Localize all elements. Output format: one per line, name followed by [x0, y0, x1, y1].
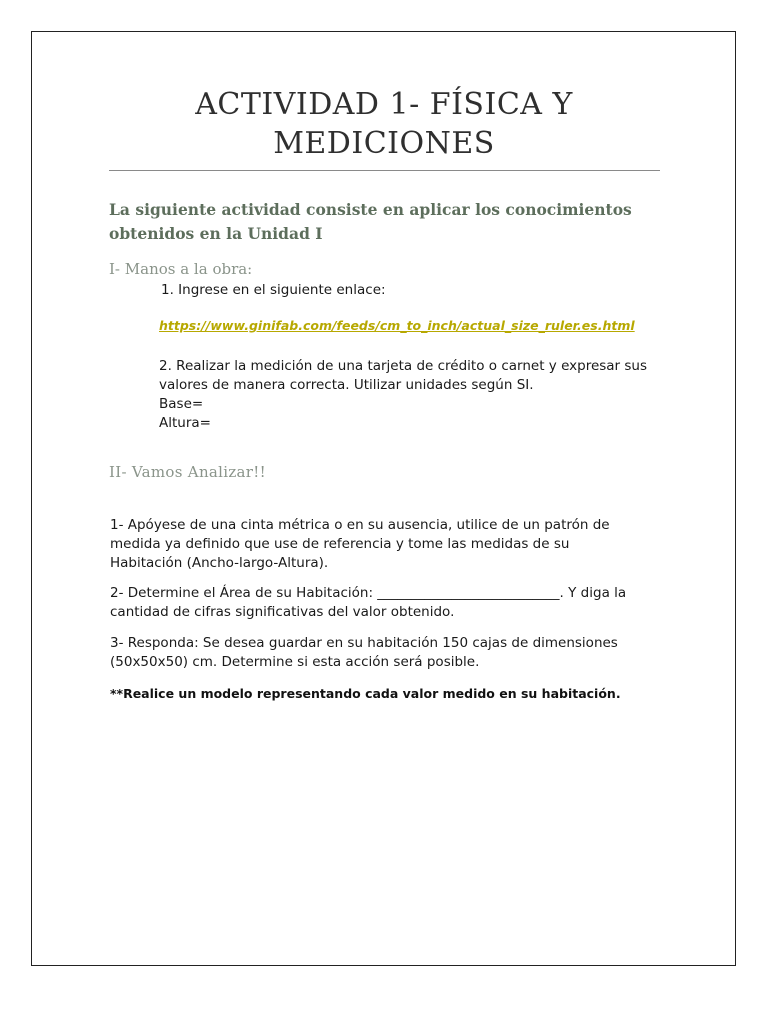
intro-line-1: La siguiente actividad consiste en aplicar los conocimientos — [109, 200, 632, 219]
question-3 — [110, 634, 650, 672]
question-3-line-1: 3- Responda: Se desea guardar en su habitación 150 cajas de dimensiones — [110, 635, 618, 651]
section-2-heading: II- Vamos Analizar!! — [109, 463, 266, 481]
document-title — [0, 85, 768, 163]
question-1-line-2: medida ya definido que use de referencia y tome las medidas de su — [110, 536, 570, 552]
ruler-link[interactable]: https://www.ginifab.com/feeds/cm_to_inch/actual_size_ruler.es.html — [159, 318, 635, 333]
question-2-line-1: 2- Determine el Área de su Habitación: ___________________________. Y diga la — [110, 585, 627, 601]
step-2-text — [159, 357, 669, 433]
question-3-line-2: (50x50x50) cm. Determine si esta acción será posible. — [110, 654, 480, 670]
altura-field: Altura= — [159, 415, 211, 431]
step-2-line-1: 2. Realizar la medición de una tarjeta de crédito o carnet y expresar sus — [159, 358, 648, 374]
question-2-line-2: cantidad de cifras significativas del valor obtenido. — [110, 604, 455, 620]
question-1-line-3: Habitación (Ancho-largo-Altura). — [110, 555, 329, 571]
step-2-line-2: valores de manera correcta. Utilizar unidades según SI. — [159, 377, 534, 393]
model-note: **Realice un modelo representando cada valor medido en su habitación. — [110, 686, 621, 701]
question-1-line-1: 1- Apóyese de una cinta métrica o en su ausencia, utilice de un patrón de — [110, 517, 610, 533]
title-line-1: ACTIVIDAD 1- FÍSICA Y — [195, 87, 573, 122]
page-border — [31, 31, 736, 966]
question-2 — [110, 584, 650, 622]
intro-text — [109, 198, 669, 246]
step-1-text: 1. Ingrese en el siguiente enlace: — [161, 282, 386, 298]
title-line-2: MEDICIONES — [273, 126, 495, 161]
section-1-heading: I- Manos a la obra: — [109, 260, 253, 278]
title-divider — [109, 170, 660, 171]
base-field: Base= — [159, 396, 204, 412]
question-1 — [110, 516, 650, 573]
intro-line-2: obtenidos en la Unidad I — [109, 224, 323, 243]
